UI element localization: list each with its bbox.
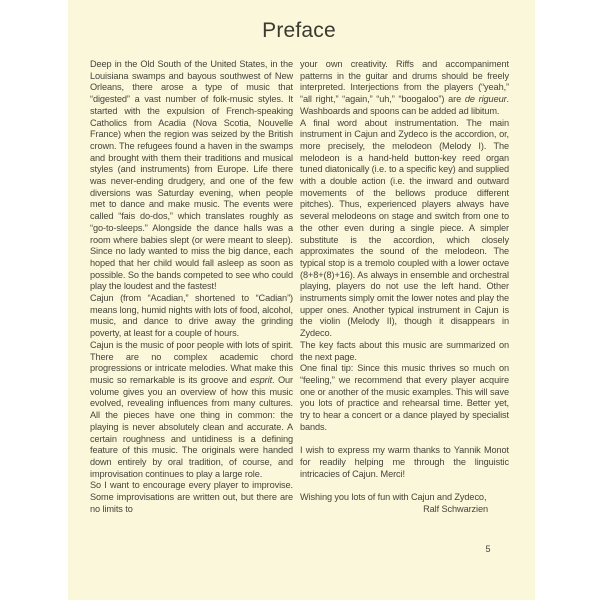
- page-title: Preface: [262, 19, 336, 42]
- paragraph: One final tip: Since this music thrives so much on “feeling,” we recommend that every player acquire one or another of the music examples. This will save you lots of practice and rehearsal time. Better yet, try to hear a concert or a dance played by specialist bands.: [300, 363, 509, 432]
- page-number: 5: [485, 544, 491, 554]
- paragraph: Wishing you lots of fun with Cajun and Zydeco,: [300, 491, 487, 502]
- paragraph: Deep in the Old South of the United States, in the Louisiana swamps and bayous southwest of New Orleans, there arose a type of music that “digested” a vast number of folk-music styles. It started with the expulsion of French-speaking Catholics from Acadia (Nova Scotia, Nouvelle France) when the region was seized by the British crown. The refugees found a haven in the swamps and brought with them their traditions and musical styles (and instruments) from Europe. Life there was never-ending drudgery, and one of the few diversions was Saturday evening, when people met to dance and make music. The events were called “fais do-dos,” which translates roughly as “go-to-sleeps.” Alongside the dance halls was a room where babies slept (or were meant to sleep). Since no lady wanted to miss the big dance, each hoped that her child would fall asleep as soon as possible. So the bands competed to see who could play the loudest and the fastest!: [90, 59, 293, 292]
- paragraph: Cajun (from “Acadian,” shortened to “Cadian”) means long, humid nights with lots of food, alcohol, music, and dance to drive away the grinding poverty, at least for a couple of hours.: [90, 293, 293, 339]
- paragraph: So I want to encourage every player to improvise. Some improvisations are written out, but there are no limits to: [90, 480, 293, 514]
- text-columns: [90, 59, 509, 515]
- paragraph: I wish to express my warm thanks to Yannik Monot for readily helping me through the linguistic intricacies of Cajun. Merci!: [300, 445, 509, 479]
- left-text-column: [90, 59, 293, 515]
- paragraph: The key facts about this music are summarized on the next page.: [300, 339, 509, 362]
- paragraph: Cajun is the music of poor people with lots of spirit. There are no complex academic chord progressions or intricate melodies. What make this music so remarkable is its groove and esprit. Our volume gives you an overview of how this music evolved, revealing influences from many cultures. All the pieces have one thing in common: the playing is never absolutely clean and accurate. A certain roughness and untidiness is a defining feature of this music. The originals were handed down entirely by oral tradition, of course, and improvisation continues to play a large role.: [90, 339, 293, 479]
- paragraph: A final word about instrumentation. The main instrument in Cajun and Zydeco is the accordion, or, more precisely, the melodeon (Melody I). The melodeon is a hand-held button-key reed organ tuned diatonically (i.e. to a specific key) and supplied with a double action (i.e. the inward and outward movements of the bellows produce different pitches). Thus, experienced players always have several melodeons on stage and switch from one to the other even during a single piece. A simpler substitute is the accordion, which closely approximates the sound of the melodeon. The typical stop is a tremolo coupled with a lower octave (8+8+(8)+16). As always in ensemble and orchestral playing, players do not use the left hand. Other instruments simply omit the lower notes and play the upper ones. Another typical instrument in Cajun is the violin (Melody II), though it disappears in Zydeco.: [300, 117, 509, 339]
- signature-line: Ralf Schwarzien: [423, 503, 488, 514]
- book-page: [68, 0, 535, 600]
- right-text-column: [300, 59, 509, 515]
- paragraph: your own creativity. Riffs and accompaniment patterns in the guitar and drums should be freely interpreted. Interjections from the players (“yeah,” “all right,” “again,” “uh,” “boogaloo”) are de rigueur. Washboards and spoons can be added ad libitum.: [300, 59, 509, 116]
